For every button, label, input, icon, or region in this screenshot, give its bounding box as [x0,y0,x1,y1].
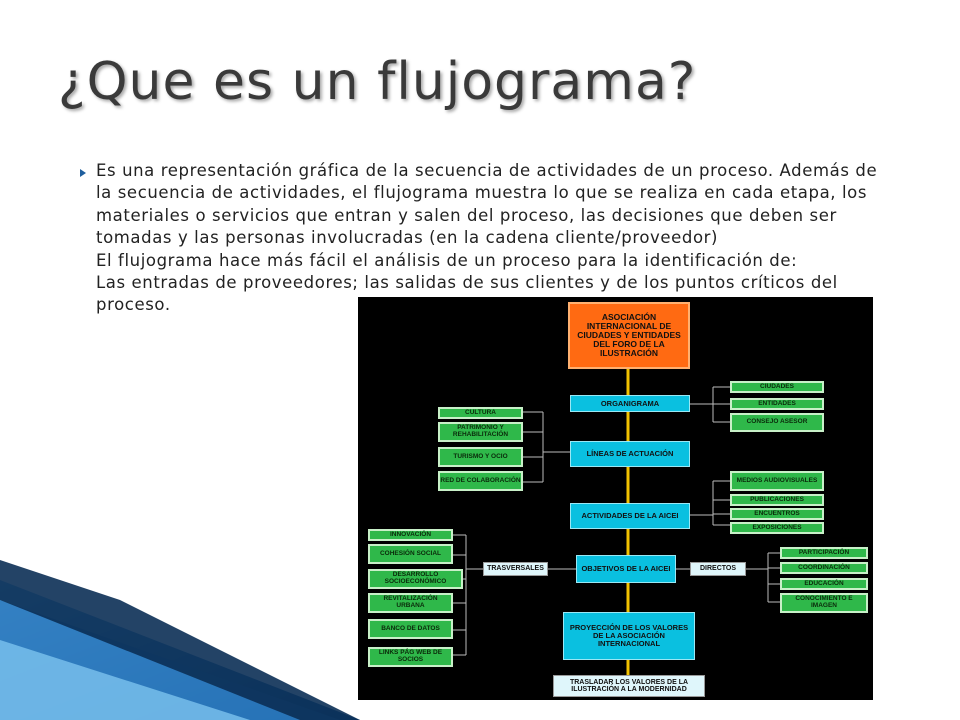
body-line: la secuencia de actividades, el flujograma muestra lo que se realiza en cada etapa, los [96,183,868,203]
educacion-box: EDUCACIÓN [780,578,868,590]
flowchart-diagram [358,297,873,700]
slide-title: ¿Que es un flujograma? [58,52,697,112]
cultura-box: CULTURA [438,407,523,419]
body-line: materiales o servicios que entran y salen del proceso, las decisiones que deben ser [96,205,837,225]
objetivos-box: OBJETIVOS DE LA AICEI [576,555,676,583]
root-box: ASOCIACIÓN INTERNACIONAL DE CIUDADES Y ENTIDADES DEL FORO DE LA ILUSTRACIÓN [568,302,690,369]
body-line: proceso. [96,295,171,315]
cohesion-box: COHESIÓN SOCIAL [368,544,453,564]
body-line: Es una representación gráfica de la secuencia de actividades de un proceso. Además de [96,161,878,180]
decorative-swoosh [0,540,360,720]
medios-box: MEDIOS AUDIOVISUALES [730,471,824,491]
publicaciones-box: PUBLICACIONES [730,494,824,506]
participacion-box: PARTICIPACIÓN [780,547,868,559]
innovacion-box: INNOVACIÓN [368,529,453,541]
organigrama-box: ORGANIGRAMA [570,395,690,412]
ciudades-box: CIUDADES [730,381,824,393]
body-line: Las entradas de proveedores; las salidas de sus clientes y de los puntos críticos del [96,273,838,293]
encuentros-box: ENCUENTROS [730,508,824,520]
banco-datos-box: BANCO DE DATOS [368,619,453,639]
conocimiento-box: CONOCIMIENTO E IMAGEN [780,593,868,613]
proyeccion-box: PROYECCIÓN DE LOS VALORES DE LA ASOCIACIÓN INTERNACIONAL [563,612,695,660]
directos-box: DIRECTOS [690,562,746,576]
lineas-box: LÍNEAS DE ACTUACIÓN [570,441,690,467]
consejo-asesor-box: CONSEJO ASESOR [730,413,824,432]
turismo-box: TURISMO Y OCIO [438,447,523,467]
body-line: tomadas y las personas involucradas (en la cadena cliente/proveedor) [96,228,719,248]
entidades-box: ENTIDADES [730,398,824,410]
exposiciones-box: EXPOSICIONES [730,522,824,534]
body-paragraph [96,160,896,317]
desarrollo-box: DESARROLLO SOCIOECONÓMICO [368,569,463,589]
body-line: El flujograma hace más fácil el análisis de un proceso para la identificación de: [96,250,798,270]
red-colaboracion-box: RED DE COLABORACIÓN [438,471,523,491]
bullet-arrow-icon [80,169,86,177]
trasversales-box: TRASVERSALES [483,562,548,576]
patrimonio-box: PATRIMONIO Y REHABILITACIÓN [438,422,523,442]
revitalizacion-box: REVITALIZACIÓN URBANA [368,593,453,613]
trasladar-box: TRASLADAR LOS VALORES DE LA ILUSTRACIÓN A LA MODERNIDAD [553,675,705,697]
coordinacion-box: COORDINACIÓN [780,562,868,574]
actividades-box: ACTIVIDADES DE LA AICEI [570,503,690,529]
links-web-box: LINKS PÁG WEB DE SOCIOS [368,647,453,667]
